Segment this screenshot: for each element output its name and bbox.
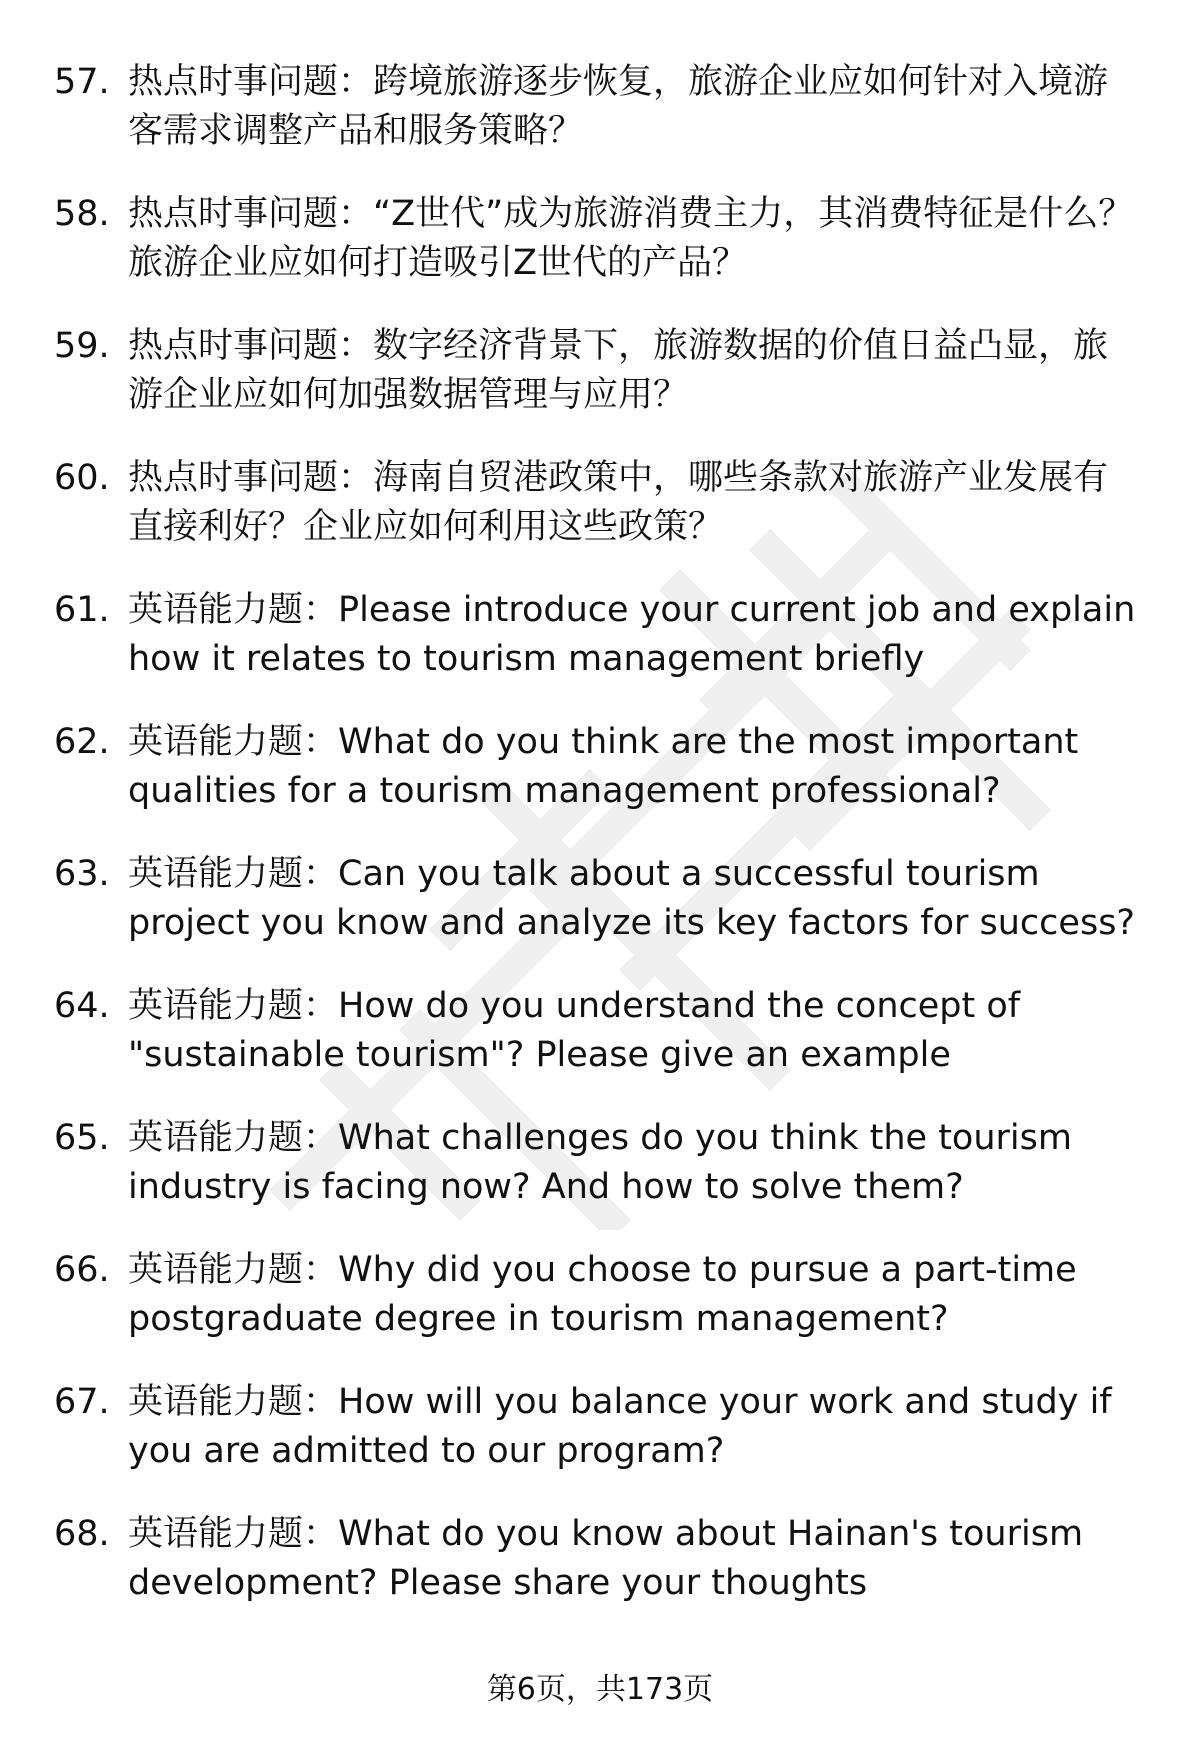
list-item xyxy=(0,718,1200,850)
question-text: 热点时事问题：海南自贸港政策中，哪些条款对旅游产业发展有直接利好？企业应如何利用这些政策？ xyxy=(128,458,1109,547)
list-item xyxy=(0,850,1200,982)
question-number: 62. xyxy=(54,722,110,762)
list-item xyxy=(0,454,1200,586)
question-text: 热点时事问题：数字经济背景下，旅游数据的价值日益凸显，旅游企业应如何加强数据管理与应用？ xyxy=(128,326,1109,415)
list-item xyxy=(0,58,1200,190)
question-list xyxy=(0,58,1200,1642)
list-item xyxy=(0,982,1200,1114)
list-item xyxy=(0,1378,1200,1510)
question-text: 英语能力题：How will you balance your work and study if you are admitted to our program? xyxy=(128,1382,1112,1471)
question-text: 英语能力题：Please introduce your current job and explain how it relates to tourism management briefly xyxy=(128,590,1136,679)
list-item xyxy=(0,586,1200,718)
question-text: 热点时事问题：跨境旅游逐步恢复，旅游企业应如何针对入境游客需求调整产品和服务策略？ xyxy=(128,62,1109,151)
question-text: 英语能力题：What do you think are the most important qualities for a tourism management professional? xyxy=(128,722,1079,811)
question-number: 57. xyxy=(54,62,110,102)
question-number: 67. xyxy=(54,1382,110,1422)
question-number: 68. xyxy=(54,1514,110,1554)
question-number: 65. xyxy=(54,1118,110,1158)
question-number: 61. xyxy=(54,590,110,630)
list-item xyxy=(0,322,1200,454)
page-number-footer: 第6页，共173页 xyxy=(486,1672,714,1707)
question-text: 英语能力题：Why did you choose to pursue a part-time postgraduate degree in tourism management? xyxy=(128,1250,1077,1339)
list-item xyxy=(0,190,1200,322)
list-item xyxy=(0,1510,1200,1642)
question-text: 英语能力题：Can you talk about a successful tourism project you know and analyze its key factors for success? xyxy=(128,854,1136,943)
question-number: 66. xyxy=(54,1250,110,1290)
question-number: 60. xyxy=(54,458,110,498)
question-number: 63. xyxy=(54,854,110,894)
question-number: 58. xyxy=(54,194,110,234)
question-number: 59. xyxy=(54,326,110,366)
list-item xyxy=(0,1246,1200,1378)
list-item xyxy=(0,1114,1200,1246)
question-text: 英语能力题：How do you understand the concept of "sustainable tourism"? Please give an example xyxy=(128,986,1021,1075)
question-text: 英语能力题：What challenges do you think the tourism industry is facing now? And how to solve them? xyxy=(128,1118,1072,1207)
question-text: 热点时事问题：“Z世代”成为旅游消费主力，其消费特征是什么？旅游企业应如何打造吸引Z世代的产品？ xyxy=(128,194,1134,283)
question-number: 64. xyxy=(54,986,110,1026)
question-text: 英语能力题：What do you know about Hainan's tourism development? Please share your thoughts xyxy=(128,1514,1084,1603)
